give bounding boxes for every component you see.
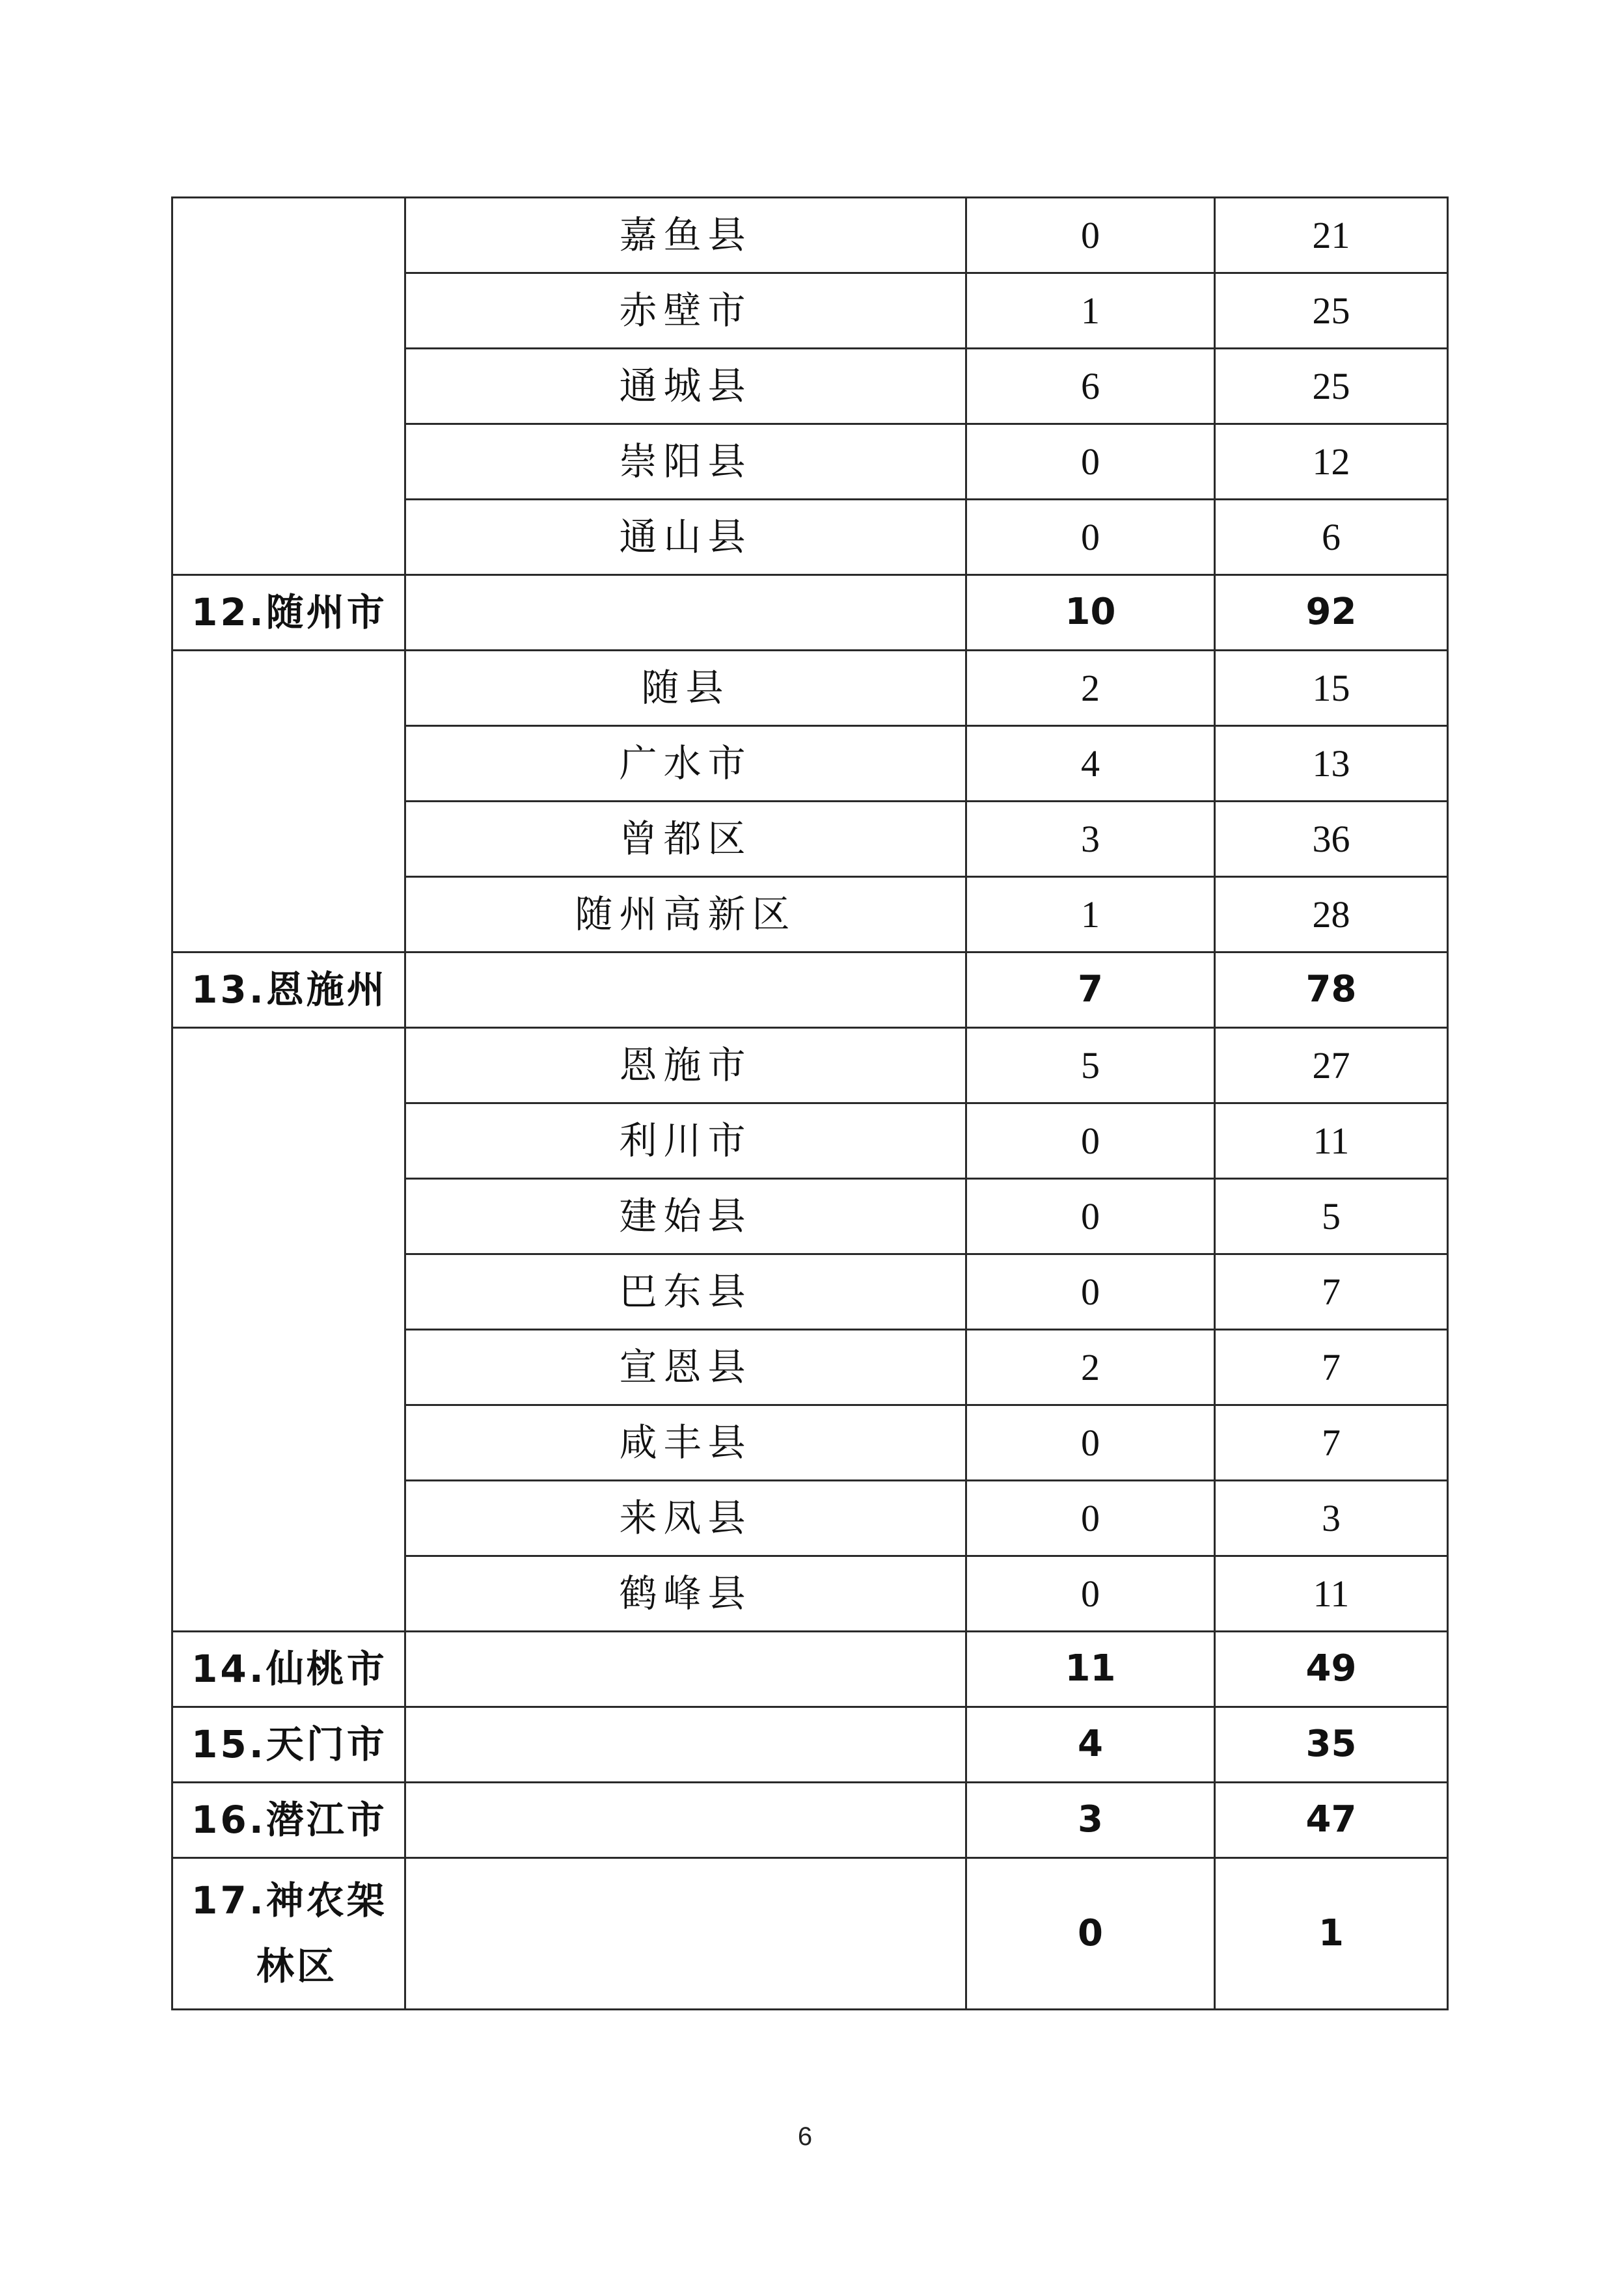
value-b: 7 — [1215, 1254, 1448, 1330]
city-district-blank — [405, 952, 966, 1028]
city-district-blank — [405, 1783, 966, 1858]
value-b: 3 — [1215, 1481, 1448, 1556]
district-name: 广水市 — [405, 726, 966, 802]
city-name: 15.天门市 — [172, 1707, 405, 1783]
value-a: 0 — [966, 1556, 1215, 1632]
value-a: 0 — [966, 500, 1215, 575]
value-a: 0 — [966, 1179, 1215, 1254]
city-value-b: 49 — [1215, 1632, 1448, 1707]
city-name: 14.仙桃市 — [172, 1632, 405, 1707]
city-district-blank — [405, 1707, 966, 1783]
city-value-b: 92 — [1215, 575, 1448, 651]
city-value-a: 4 — [966, 1707, 1215, 1783]
value-b: 11 — [1215, 1103, 1448, 1179]
city-value-b: 1 — [1215, 1858, 1448, 2010]
district-name: 利川市 — [405, 1103, 966, 1179]
district-name: 巴东县 — [405, 1254, 966, 1330]
city-value-a: 3 — [966, 1783, 1215, 1858]
district-name: 建始县 — [405, 1179, 966, 1254]
district-name: 随州高新区 — [405, 877, 966, 952]
value-b: 12 — [1215, 424, 1448, 500]
value-b: 6 — [1215, 500, 1448, 575]
value-b: 25 — [1215, 273, 1448, 349]
district-name: 曾都区 — [405, 802, 966, 877]
city-name: 16.潜江市 — [172, 1783, 405, 1858]
value-a: 0 — [966, 1481, 1215, 1556]
value-a: 2 — [966, 651, 1215, 726]
value-a: 5 — [966, 1028, 1215, 1103]
value-b: 15 — [1215, 651, 1448, 726]
city-name: 12.随州市 — [172, 575, 405, 651]
district-name: 随县 — [405, 651, 966, 726]
value-b: 25 — [1215, 349, 1448, 424]
page-number: 6 — [797, 2122, 813, 2151]
value-a: 6 — [966, 349, 1215, 424]
group-cell-blank — [172, 1028, 405, 1632]
value-a: 0 — [966, 1103, 1215, 1179]
city-value-a: 7 — [966, 952, 1215, 1028]
value-b: 11 — [1215, 1556, 1448, 1632]
value-a: 0 — [966, 1405, 1215, 1481]
table-row — [172, 651, 1448, 726]
value-a: 0 — [966, 424, 1215, 500]
value-a: 0 — [966, 198, 1215, 273]
city-value-a: 10 — [966, 575, 1215, 651]
value-a: 2 — [966, 1330, 1215, 1405]
value-b: 13 — [1215, 726, 1448, 802]
district-name: 咸丰县 — [405, 1405, 966, 1481]
value-b: 27 — [1215, 1028, 1448, 1103]
district-name: 通山县 — [405, 500, 966, 575]
city-name-line1: 17.神农架 — [191, 1878, 387, 1923]
district-name: 嘉鱼县 — [405, 198, 966, 273]
city-row — [172, 952, 1448, 1028]
district-name: 崇阳县 — [405, 424, 966, 500]
group-cell-blank — [172, 651, 405, 952]
city-name: 13.恩施州 — [172, 952, 405, 1028]
value-b: 7 — [1215, 1405, 1448, 1481]
value-b: 7 — [1215, 1330, 1448, 1405]
value-a: 1 — [966, 877, 1215, 952]
city-value-b: 47 — [1215, 1783, 1448, 1858]
value-a: 0 — [966, 1254, 1215, 1330]
city-district-blank — [405, 575, 966, 651]
city-row — [172, 1632, 1448, 1707]
value-b: 21 — [1215, 198, 1448, 273]
district-name: 赤壁市 — [405, 273, 966, 349]
city-value-b: 35 — [1215, 1707, 1448, 1783]
value-b: 28 — [1215, 877, 1448, 952]
value-a: 3 — [966, 802, 1215, 877]
city-value-a: 11 — [966, 1632, 1215, 1707]
city-name-line2: 林区 — [256, 1944, 338, 1988]
group-cell-blank — [172, 198, 405, 575]
value-b: 5 — [1215, 1179, 1448, 1254]
district-name: 恩施市 — [405, 1028, 966, 1103]
table-row — [172, 1028, 1448, 1103]
city-district-blank — [405, 1858, 966, 2010]
city-district-blank — [405, 1632, 966, 1707]
district-name: 通城县 — [405, 349, 966, 424]
city-row — [172, 575, 1448, 651]
value-b: 36 — [1215, 802, 1448, 877]
city-value-a: 0 — [966, 1858, 1215, 2010]
district-name: 宣恩县 — [405, 1330, 966, 1405]
value-a: 4 — [966, 726, 1215, 802]
city-row — [172, 1783, 1448, 1858]
city-row — [172, 1707, 1448, 1783]
district-name: 鹤峰县 — [405, 1556, 966, 1632]
city-name — [172, 1858, 405, 2010]
city-row — [172, 1858, 1448, 2010]
table-row — [172, 198, 1448, 273]
value-a: 1 — [966, 273, 1215, 349]
district-name: 来凤县 — [405, 1481, 966, 1556]
city-value-b: 78 — [1215, 952, 1448, 1028]
data-table — [171, 196, 1449, 2010]
